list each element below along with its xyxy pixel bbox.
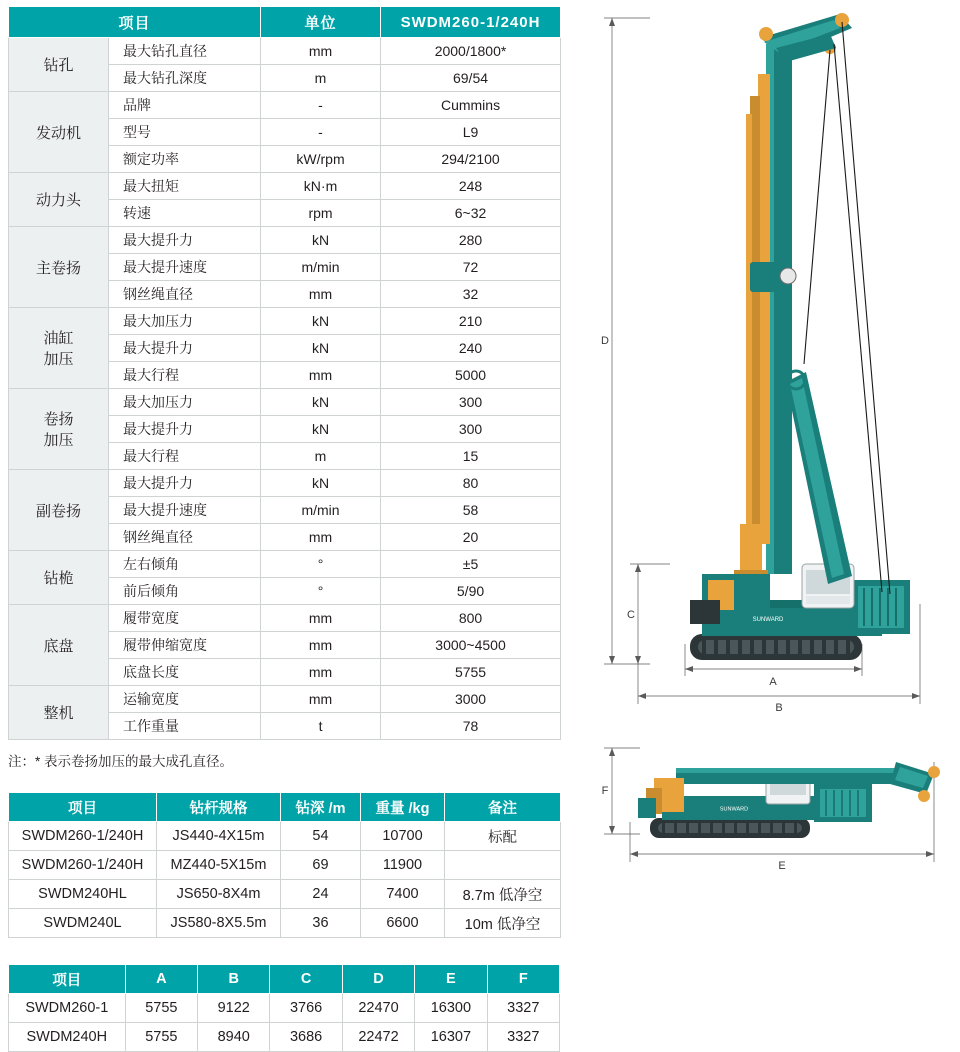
table-row: [9, 389, 561, 416]
spec-item-label: 最大钻孔直径: [109, 38, 261, 65]
spec-item-label: 前后倾角: [109, 578, 261, 605]
table-cell: SWDM260-1/240H: [9, 822, 157, 851]
spec-group-label: 底盘: [9, 605, 109, 686]
column-header: F: [487, 965, 559, 994]
table-row: [9, 173, 561, 200]
left-column: [8, 6, 560, 1052]
table-cell: [445, 851, 561, 880]
spec-unit-value: mm: [261, 38, 381, 65]
dimension-label-B: B: [775, 702, 783, 714]
spec-group-label: 整机: [9, 686, 109, 740]
spec-value: 80: [381, 470, 561, 497]
table-cell: 36: [281, 909, 361, 938]
spec-unit-value: kN: [261, 389, 381, 416]
table-row: [9, 227, 561, 254]
column-header: 项目: [9, 965, 126, 994]
spec-item-label: 工作重量: [109, 713, 261, 740]
spec-item-label: 最大行程: [109, 443, 261, 470]
table-cell: JS580-8X5.5m: [157, 909, 281, 938]
table-cell: 3327: [487, 994, 559, 1023]
table-cell: 24: [281, 880, 361, 909]
drill-rod-table: [8, 792, 561, 938]
spec-value: 300: [381, 416, 561, 443]
spec-unit-value: mm: [261, 281, 381, 308]
table-cell: 22470: [342, 994, 414, 1023]
spec-value: 300: [381, 389, 561, 416]
spec-unit-value: t: [261, 713, 381, 740]
spec-item-label: 履带宽度: [109, 605, 261, 632]
table-row: [9, 605, 561, 632]
spec-value: 248: [381, 173, 561, 200]
spec-unit-value: m/min: [261, 254, 381, 281]
specification-table: [8, 6, 561, 740]
table-cell: SWDM240H: [9, 1023, 126, 1052]
table-cell: 8940: [198, 1023, 270, 1052]
spec-value: 32: [381, 281, 561, 308]
spec-item-label: 最大提升力: [109, 335, 261, 362]
spec-value: 5/90: [381, 578, 561, 605]
spec-group-label: 钻孔: [9, 38, 109, 92]
table-row: [9, 1023, 560, 1052]
mast-support-arm: [786, 371, 852, 584]
spec-item-label: 钢丝绳直径: [109, 524, 261, 551]
table-row: [9, 92, 561, 119]
spec-group-label: 油缸 加压: [9, 308, 109, 389]
header-unit: 单位: [261, 7, 381, 38]
table-cell: 3766: [270, 994, 342, 1023]
dimension-label-E: E: [778, 860, 786, 872]
spec-unit-value: mm: [261, 605, 381, 632]
spec-item-label: 最大提升速度: [109, 254, 261, 281]
spec-item-label: 最大提升力: [109, 227, 261, 254]
drill-rod-table-head: [9, 793, 561, 822]
spec-unit-value: kN: [261, 308, 381, 335]
spec-unit-value: kN: [261, 227, 381, 254]
column-header: C: [270, 965, 342, 994]
spec-unit-value: mm: [261, 686, 381, 713]
table-cell: 6600: [361, 909, 445, 938]
spec-value: 58: [381, 497, 561, 524]
table-cell: 69: [281, 851, 361, 880]
spec-unit-value: kN: [261, 470, 381, 497]
machine-front-view-figure: [590, 4, 956, 714]
spec-item-label: 最大提升力: [109, 416, 261, 443]
spec-value: 5755: [381, 659, 561, 686]
table-cell: MZ440-5X15m: [157, 851, 281, 880]
table-cell: 10700: [361, 822, 445, 851]
table-cell: JS440-4X15m: [157, 822, 281, 851]
table-cell: 11900: [361, 851, 445, 880]
spec-item-label: 左右倾角: [109, 551, 261, 578]
spec-unit-value: mm: [261, 524, 381, 551]
dimension-table-body: [9, 994, 560, 1052]
column-header: 备注: [445, 793, 561, 822]
table-cell: 3327: [487, 1023, 559, 1052]
spec-unit-value: kN: [261, 335, 381, 362]
table-cell: 54: [281, 822, 361, 851]
dimension-label-D: D: [601, 335, 609, 347]
dimension-label-C: C: [627, 609, 635, 621]
column-header: 钻杆规格: [157, 793, 281, 822]
spec-value: 69/54: [381, 65, 561, 92]
spec-unit-value: mm: [261, 632, 381, 659]
spec-unit-value: kN: [261, 416, 381, 443]
column-header: E: [415, 965, 487, 994]
header-model: SWDM260-1/240H: [381, 7, 561, 38]
table-cell: 16300: [415, 994, 487, 1023]
svg-text:SUNWARD: SUNWARD: [752, 617, 784, 623]
column-header: 项目: [9, 793, 157, 822]
spec-value: 78: [381, 713, 561, 740]
specification-table-head: [9, 7, 561, 38]
spec-value: 3000~4500: [381, 632, 561, 659]
header-item: 项目: [9, 7, 261, 38]
spec-value: 210: [381, 308, 561, 335]
spec-item-label: 最大行程: [109, 362, 261, 389]
spec-item-label: 品牌: [109, 92, 261, 119]
spec-value: 240: [381, 335, 561, 362]
spec-item-label: 运输宽度: [109, 686, 261, 713]
crawler-undercarriage-side: [650, 818, 810, 838]
spec-unit-value: kN·m: [261, 173, 381, 200]
table-cell: 3686: [270, 1023, 342, 1052]
svg-text:SUNWARD: SUNWARD: [719, 806, 749, 813]
spec-unit-value: -: [261, 92, 381, 119]
column-header: 重量 /kg: [361, 793, 445, 822]
spec-unit-value: m: [261, 65, 381, 92]
table-row: [9, 686, 561, 713]
spec-value: 5000: [381, 362, 561, 389]
spec-group-label: 主卷扬: [9, 227, 109, 308]
spec-item-label: 最大加压力: [109, 308, 261, 335]
table-cell: SWDM260-1: [9, 994, 126, 1023]
table-cell: 22472: [342, 1023, 414, 1052]
spec-value: 294/2100: [381, 146, 561, 173]
table-row: [9, 909, 561, 938]
table-header-row: [9, 7, 561, 38]
spec-unit-value: m: [261, 443, 381, 470]
table-row: [9, 470, 561, 497]
spec-item-label: 最大扭矩: [109, 173, 261, 200]
drill-tool: [690, 524, 770, 624]
dimension-label-A: A: [769, 676, 777, 688]
table-row: [9, 822, 561, 851]
table-header-row: [9, 793, 561, 822]
spec-item-label: 最大提升速度: [109, 497, 261, 524]
spec-group-label: 卷扬 加压: [9, 389, 109, 470]
table-cell: 标配: [445, 822, 561, 851]
table-row: [9, 308, 561, 335]
spec-item-label: 履带伸缩宽度: [109, 632, 261, 659]
spec-value: Cummins: [381, 92, 561, 119]
table-cell: 7400: [361, 880, 445, 909]
spec-unit-value: m/min: [261, 497, 381, 524]
spec-value: L9: [381, 119, 561, 146]
table-cell: 16307: [415, 1023, 487, 1052]
column-header: 钻深 /m: [281, 793, 361, 822]
table-row: [9, 38, 561, 65]
spec-value: 20: [381, 524, 561, 551]
drill-mast: [746, 44, 792, 574]
table-cell: SWDM260-1/240H: [9, 851, 157, 880]
spec-item-label: 最大钻孔深度: [109, 65, 261, 92]
spec-unit-value: mm: [261, 659, 381, 686]
table-cell: 5755: [125, 994, 197, 1023]
right-column: [590, 0, 956, 973]
spec-value: 280: [381, 227, 561, 254]
table-cell: SWDM240HL: [9, 880, 157, 909]
table-cell: 5755: [125, 1023, 197, 1052]
spec-item-label: 型号: [109, 119, 261, 146]
spec-item-label: 最大加压力: [109, 389, 261, 416]
crawler-undercarriage-front: [690, 634, 862, 660]
table-cell: SWDM240L: [9, 909, 157, 938]
table-header-row: [9, 965, 560, 994]
spec-item-label: 最大提升力: [109, 470, 261, 497]
spec-item-label: 额定功率: [109, 146, 261, 173]
spec-group-label: 动力头: [9, 173, 109, 227]
machine-transport-view-figure: [590, 722, 956, 882]
spec-value: 800: [381, 605, 561, 632]
table-cell: 8.7m 低净空: [445, 880, 561, 909]
table-row: [9, 851, 561, 880]
spec-item-label: 底盘长度: [109, 659, 261, 686]
dimension-table: [8, 964, 560, 1052]
table-cell: 10m 低净空: [445, 909, 561, 938]
spec-unit-value: mm: [261, 362, 381, 389]
spec-note: 注：* 表示卷扬加压的最大成孔直径。: [8, 754, 234, 769]
dimension-table-head: [9, 965, 560, 994]
column-header: B: [198, 965, 270, 994]
table-row: [9, 551, 561, 578]
dimension-label-F: F: [601, 785, 609, 797]
table-cell: JS650-8X4m: [157, 880, 281, 909]
spec-group-label: 发动机: [9, 92, 109, 173]
column-header: A: [125, 965, 197, 994]
specification-table-body: [9, 38, 561, 740]
drill-rod-table-body: [9, 822, 561, 938]
spec-group-label: 钻桅: [9, 551, 109, 605]
table-cell: 9122: [198, 994, 270, 1023]
table-row: [9, 994, 560, 1023]
spec-item-label: 钢丝绳直径: [109, 281, 261, 308]
spec-unit-value: °: [261, 551, 381, 578]
spec-unit-value: kW/rpm: [261, 146, 381, 173]
spec-value: 2000/1800*: [381, 38, 561, 65]
spec-value: ±5: [381, 551, 561, 578]
spec-value: 72: [381, 254, 561, 281]
spec-value: 15: [381, 443, 561, 470]
table-row: [9, 880, 561, 909]
spec-unit-value: -: [261, 119, 381, 146]
spec-unit-value: °: [261, 578, 381, 605]
column-header: D: [342, 965, 414, 994]
spec-item-label: 转速: [109, 200, 261, 227]
spec-group-label: 副卷扬: [9, 470, 109, 551]
spec-value: 6~32: [381, 200, 561, 227]
spec-unit-value: rpm: [261, 200, 381, 227]
spec-value: 3000: [381, 686, 561, 713]
